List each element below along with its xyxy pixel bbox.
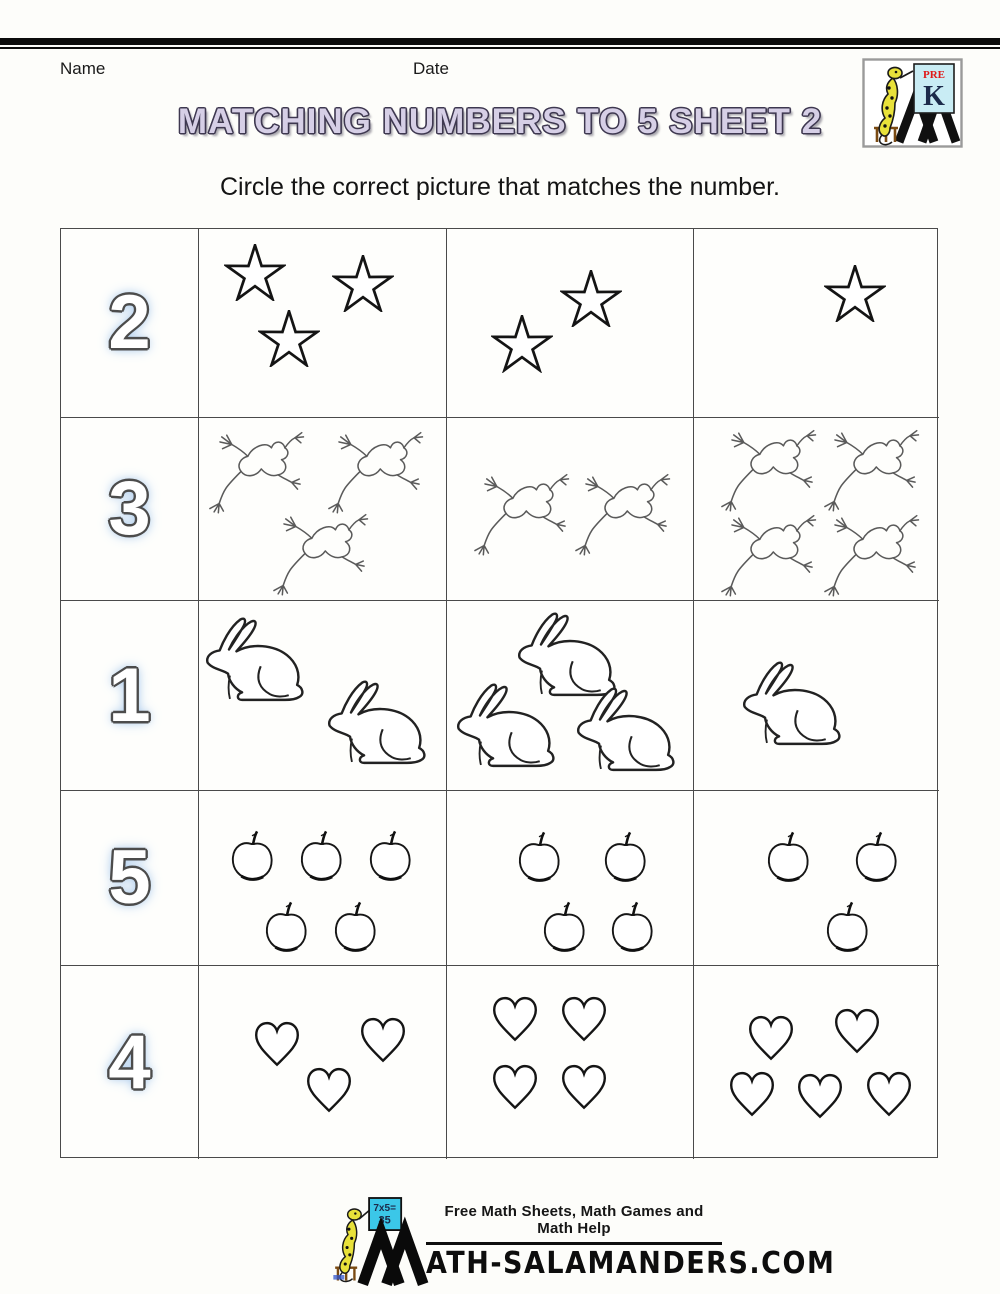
option-cell-rabbit-3	[447, 601, 694, 791]
row-number: 4	[108, 1019, 151, 1105]
star-icon	[224, 244, 286, 301]
frog-shape	[268, 513, 386, 597]
option-cell-star-3	[199, 229, 447, 418]
apple-shape	[224, 828, 280, 888]
heart-shape	[726, 1070, 778, 1118]
number-cell	[61, 229, 199, 418]
apple-shape	[258, 899, 314, 959]
row-number: 2	[108, 280, 151, 365]
frog-shape	[570, 473, 688, 557]
option-cell-frog-4	[694, 418, 939, 601]
rabbit-icon	[452, 680, 564, 773]
rabbit-shape	[201, 614, 313, 707]
apple-shape	[819, 899, 875, 959]
board-equation: 7x5=	[373, 1202, 397, 1214]
apple-icon	[224, 828, 280, 888]
option-cell-star-1	[694, 229, 939, 418]
apple-shape	[293, 828, 349, 888]
apple-icon	[597, 829, 653, 889]
rabbit-icon	[201, 614, 313, 707]
heart-icon	[303, 1066, 355, 1114]
prek-text-k: K	[923, 81, 945, 112]
rabbit-shape	[738, 658, 850, 751]
footer-site-name: ATH-SALAMANDERS.COM	[426, 1246, 836, 1281]
apple-icon	[604, 899, 660, 959]
heart-icon	[251, 1020, 303, 1068]
heart-shape	[489, 1063, 541, 1111]
frog-icon	[819, 514, 937, 598]
prek-text-pre: PRE	[923, 69, 945, 81]
star-icon	[491, 315, 553, 372]
option-cell-frog-3	[199, 418, 447, 601]
heart-icon	[794, 1072, 846, 1120]
name-label: Name	[60, 59, 106, 78]
frog-icon	[819, 429, 937, 513]
option-cell-rabbit-1	[694, 601, 939, 791]
heart-icon	[863, 1070, 915, 1118]
star-icon	[824, 265, 886, 322]
heart-icon	[558, 995, 610, 1043]
frog-shape	[819, 429, 937, 513]
star-shape	[332, 255, 394, 312]
heart-icon	[489, 995, 541, 1043]
heart-shape	[794, 1072, 846, 1120]
star-icon	[258, 310, 320, 367]
apple-icon	[293, 828, 349, 888]
frog-icon	[570, 473, 688, 557]
frog-icon	[716, 429, 834, 513]
heart-shape	[745, 1014, 797, 1062]
star-shape	[560, 270, 622, 327]
apple-icon	[511, 829, 567, 889]
apple-icon	[819, 899, 875, 959]
row-number: 3	[108, 466, 151, 551]
rabbit-shape	[452, 680, 564, 773]
frog-shape	[819, 514, 937, 598]
frog-icon	[323, 431, 441, 515]
option-cell-heart-5	[694, 966, 939, 1159]
heart-icon	[745, 1014, 797, 1062]
option-cell-rabbit-2	[199, 601, 447, 791]
instruction-text: Circle the correct picture that matches the number.	[220, 173, 780, 201]
heart-icon	[357, 1016, 409, 1064]
footer	[326, 1194, 836, 1290]
star-shape	[824, 265, 886, 322]
star-shape	[224, 244, 286, 301]
apple-icon	[327, 899, 383, 959]
apple-shape	[848, 829, 904, 889]
apple-shape	[511, 829, 567, 889]
option-cell-star-2	[447, 229, 694, 418]
number-cell	[61, 418, 199, 601]
heart-shape	[251, 1020, 303, 1068]
apple-icon	[848, 829, 904, 889]
option-cell-frog-2	[447, 418, 694, 601]
heart-shape	[489, 995, 541, 1043]
heart-shape	[558, 1063, 610, 1111]
date-label: Date	[413, 59, 449, 78]
rabbit-icon	[323, 677, 435, 770]
number-cell	[61, 966, 199, 1159]
frog-shape	[204, 431, 322, 515]
heart-icon	[489, 1063, 541, 1111]
rabbit-shape	[323, 677, 435, 770]
top-rule-thick	[0, 38, 1000, 45]
heart-icon	[831, 1007, 883, 1055]
option-cell-apple-3	[694, 791, 939, 966]
option-cell-apple-5	[199, 791, 447, 966]
heart-shape	[831, 1007, 883, 1055]
matching-table	[60, 228, 938, 1158]
option-cell-heart-3	[199, 966, 447, 1159]
apple-icon	[536, 899, 592, 959]
frog-icon	[716, 514, 834, 598]
heart-shape	[357, 1016, 409, 1064]
row-number: 5	[108, 835, 151, 920]
frog-icon	[268, 513, 386, 597]
apple-icon	[258, 899, 314, 959]
option-cell-apple-4	[447, 791, 694, 966]
board-answer: 35	[378, 1214, 391, 1227]
apple-shape	[362, 828, 418, 888]
apple-shape	[327, 899, 383, 959]
heart-icon	[558, 1063, 610, 1111]
rabbit-shape	[572, 684, 684, 777]
frog-icon	[204, 431, 322, 515]
heart-icon	[726, 1070, 778, 1118]
star-shape	[258, 310, 320, 367]
apple-icon	[760, 829, 816, 889]
apple-shape	[536, 899, 592, 959]
top-rule-thin	[0, 47, 1000, 49]
footer-text-block	[426, 1194, 836, 1281]
rabbit-icon	[738, 658, 850, 751]
apple-shape	[604, 899, 660, 959]
page-title: MATCHING NUMBERS TO 5 SHEET 2	[177, 102, 823, 141]
heart-shape	[863, 1070, 915, 1118]
frog-shape	[716, 514, 834, 598]
frog-shape	[716, 429, 834, 513]
footer-salamander-logo	[326, 1194, 436, 1290]
footer-rule	[426, 1242, 722, 1245]
apple-shape	[760, 829, 816, 889]
number-cell	[61, 601, 199, 791]
option-cell-heart-4	[447, 966, 694, 1159]
heart-shape	[558, 995, 610, 1043]
rabbit-icon	[572, 684, 684, 777]
footer-tagline: Free Math Sheets, Math Games and Math Help	[444, 1203, 704, 1237]
apple-icon	[362, 828, 418, 888]
star-shape	[491, 315, 553, 372]
logo-m-right	[387, 1233, 424, 1284]
row-number: 1	[108, 652, 151, 738]
heart-shape	[303, 1066, 355, 1114]
apple-shape	[597, 829, 653, 889]
star-icon	[332, 255, 394, 312]
star-icon	[560, 270, 622, 327]
frog-shape	[323, 431, 441, 515]
number-cell	[61, 791, 199, 966]
